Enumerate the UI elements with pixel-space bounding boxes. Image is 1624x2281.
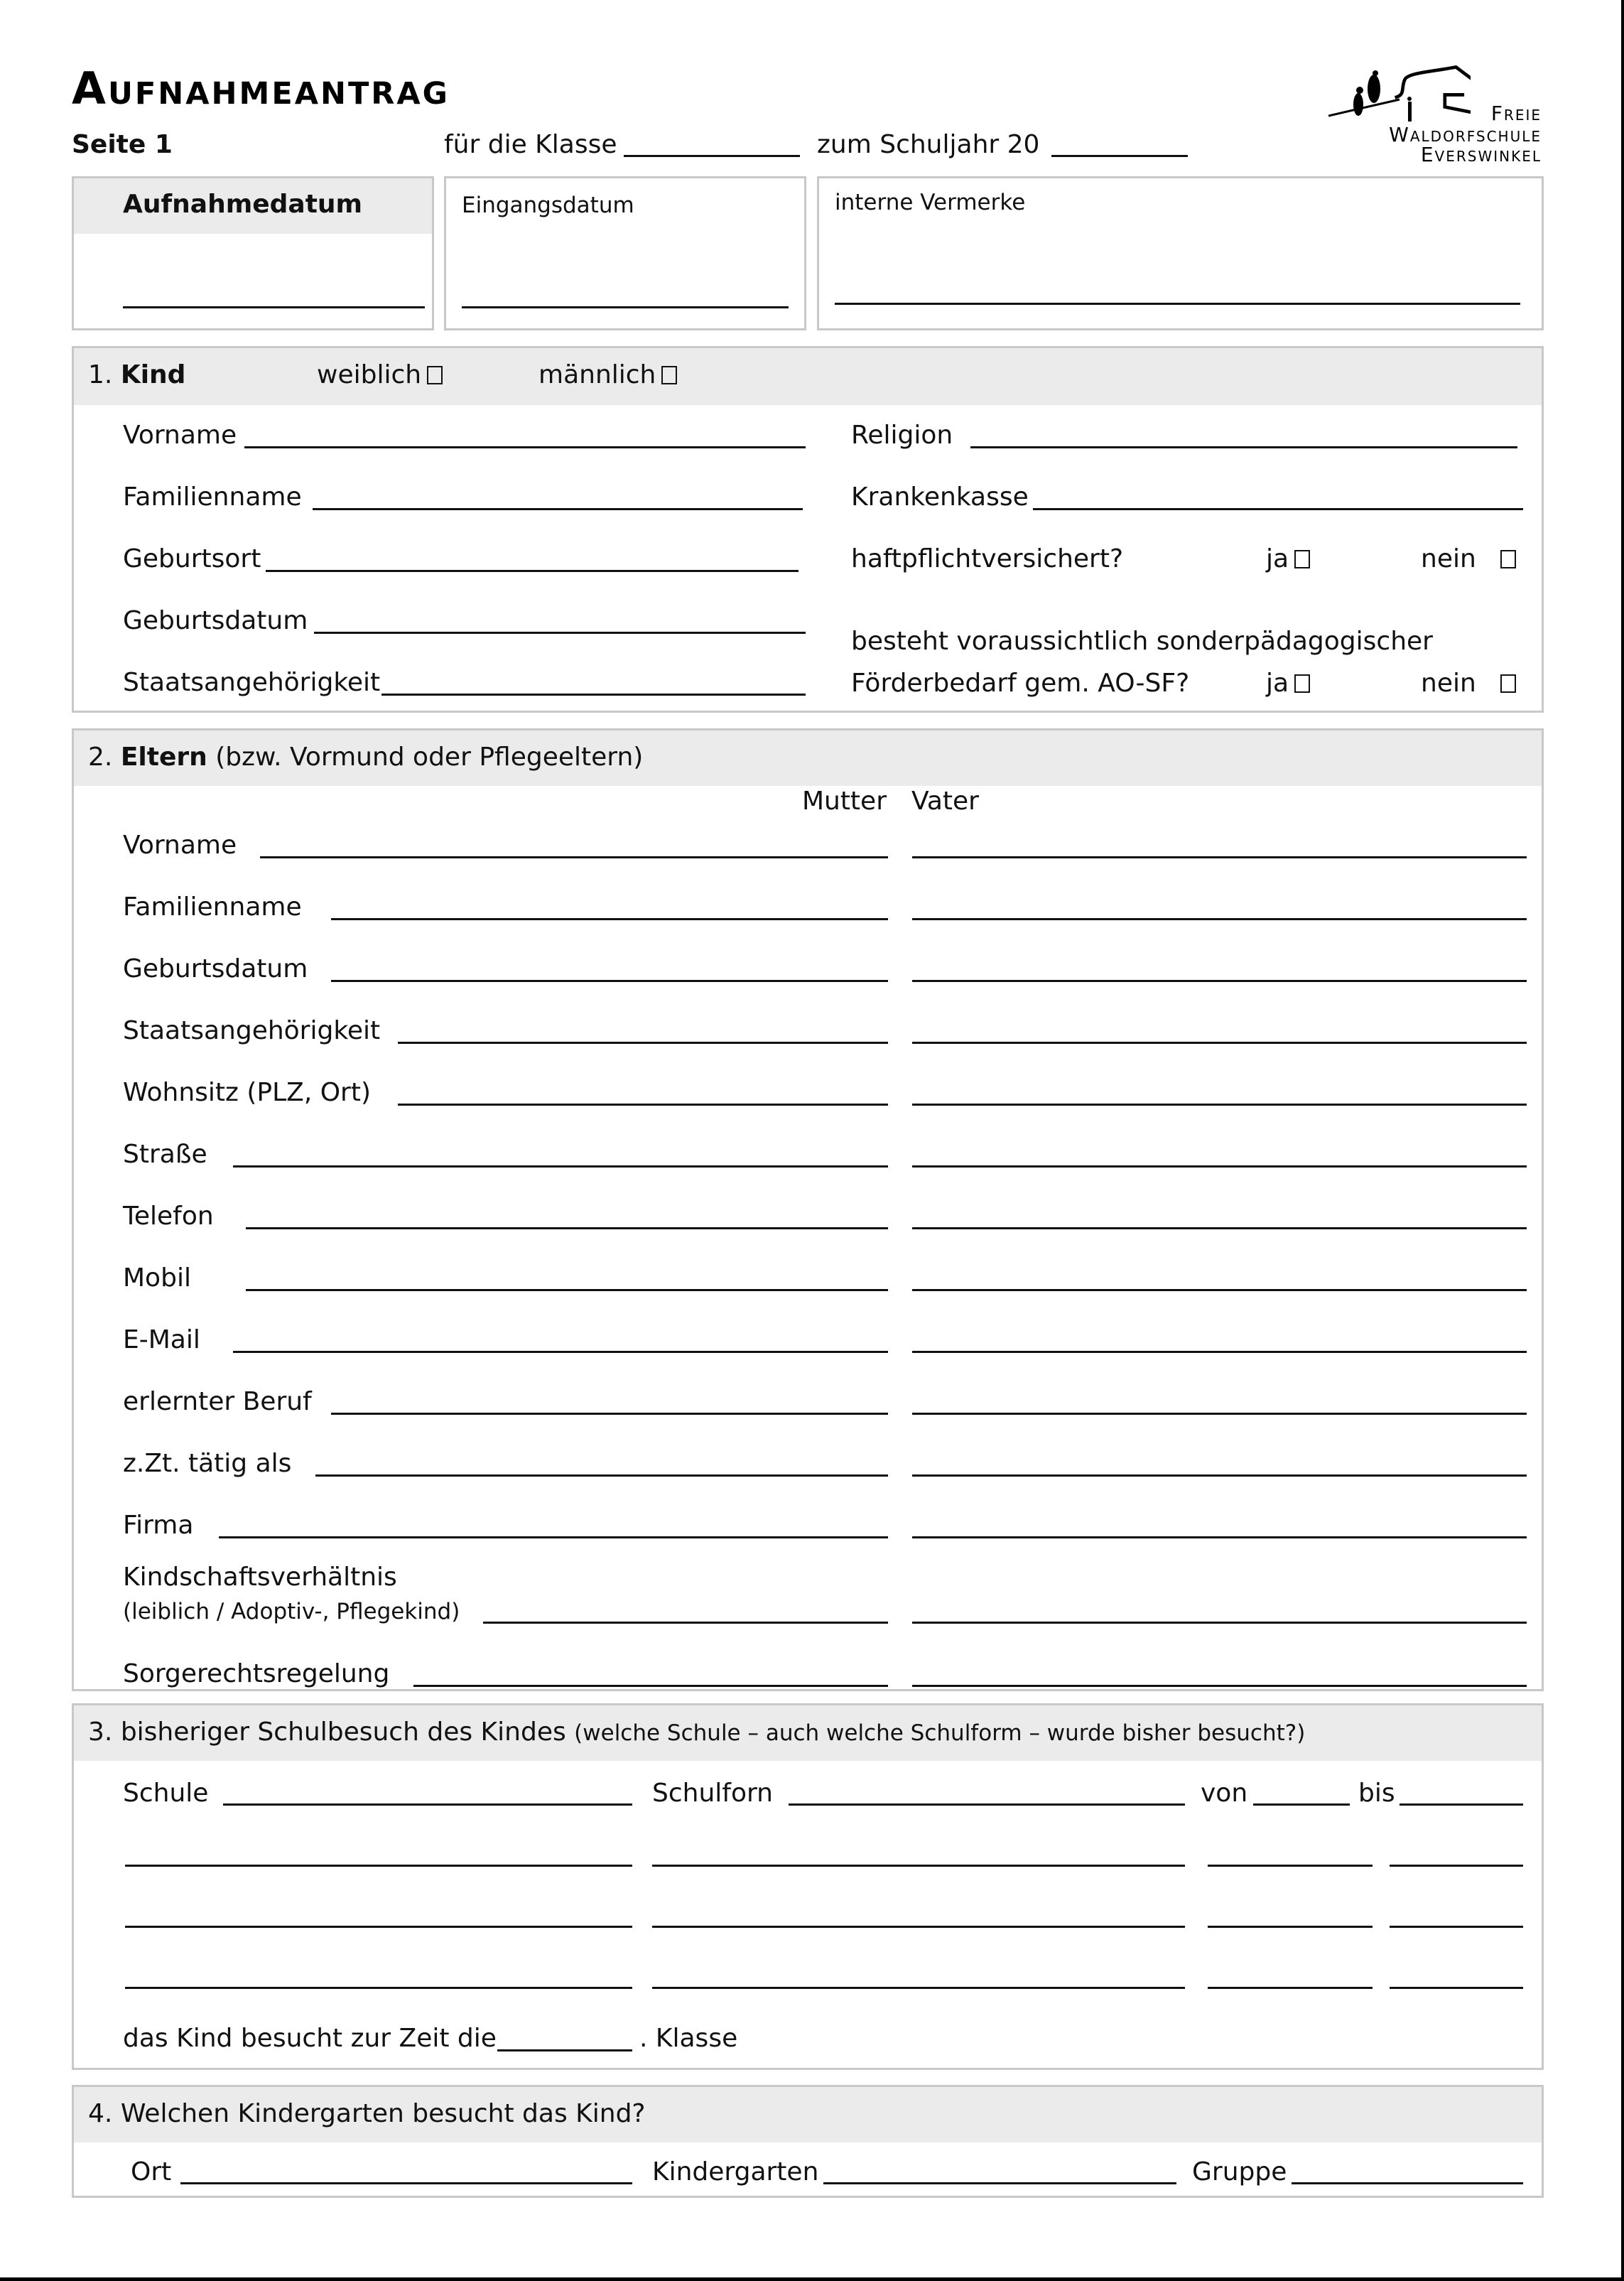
foerderbedarf-nein-checkbox[interactable] — [1500, 674, 1516, 693]
vater-input-line[interactable] — [912, 1042, 1527, 1044]
schule-label: Schule — [123, 1779, 209, 1808]
eltern-field-label: Firma — [123, 1511, 194, 1540]
vater-sorgerecht-input-line[interactable] — [912, 1685, 1527, 1687]
mutter-input-line[interactable] — [398, 1042, 888, 1044]
page-number: Seite 1 — [72, 130, 173, 159]
section-kind-number: 1. — [88, 360, 113, 389]
maennlich-checkbox[interactable] — [661, 366, 677, 384]
eltern-field-label: erlernter Beruf — [123, 1387, 312, 1416]
schule-input-line-2[interactable] — [125, 1865, 632, 1867]
bis-input-line-1[interactable] — [1400, 1803, 1523, 1806]
vater-input-line[interactable] — [912, 856, 1527, 858]
aktuelle-klasse-prefix: das Kind besucht zur Zeit die — [123, 2024, 497, 2053]
logo-text-everswinkel: Everswinkel — [1420, 143, 1542, 166]
krankenkasse-label: Krankenkasse — [851, 482, 1029, 512]
page-title: Aufnahmeantrag — [72, 63, 450, 114]
section-eltern-number: 2. — [88, 743, 113, 772]
kind-staatsangehoerigkeit-label: Staatsangehörigkeit — [123, 668, 381, 697]
vater-input-line[interactable] — [912, 918, 1527, 920]
vater-kindschaft-input-line[interactable] — [912, 1622, 1527, 1624]
schulform-label: Schulforn — [652, 1779, 773, 1808]
foerderbedarf-nein-option[interactable] — [1421, 669, 1516, 698]
section-eltern-heading — [88, 743, 643, 772]
eltern-field-label: Mobil — [123, 1263, 191, 1293]
eltern-field-label: Staatsangehörigkeit — [123, 1016, 381, 1045]
mutter-input-line[interactable] — [331, 918, 888, 920]
page-frame-right — [1621, 0, 1624, 2281]
mutter-input-line[interactable] — [331, 980, 888, 982]
aktuelle-klasse-suffix: . Klasse — [639, 2024, 738, 2053]
weiblich-option[interactable] — [317, 361, 443, 389]
vater-input-line[interactable] — [912, 1536, 1527, 1538]
section-eltern-subtitle: (bzw. Vormund oder Pflegeeltern) — [215, 743, 644, 772]
mutter-kindschaft-input-line[interactable] — [483, 1622, 888, 1624]
kindergarten-name-input-line[interactable] — [823, 2182, 1176, 2184]
aufnahmedatum-box — [72, 176, 434, 330]
eltern-field-label: Vorname — [123, 831, 237, 860]
logo-text-waldorfschule: Waldorfschule — [1389, 123, 1542, 146]
mutter-input-line[interactable] — [398, 1104, 888, 1106]
eltern-field-label: Wohnsitz (PLZ, Ort) — [123, 1078, 372, 1107]
bis-label: bis — [1358, 1779, 1395, 1808]
foerderbedarf-ja-option[interactable] — [1266, 669, 1310, 698]
schuljahr-input-line[interactable] — [1051, 155, 1188, 157]
kind-vorname-label: Vorname — [123, 421, 237, 450]
kind-geburtsdatum-label: Geburtsdatum — [123, 606, 308, 635]
haftpflicht-ja-option[interactable] — [1266, 545, 1310, 573]
aufnahmedatum-input-line[interactable] — [123, 306, 425, 308]
von-input-line-2[interactable] — [1208, 1865, 1373, 1867]
section-schulbesuch-title: bisheriger Schulbesuch des Kindes — [120, 1718, 566, 1747]
eltern-field-label: Familienname — [123, 893, 302, 922]
kindergarten-name-label: Kindergarten — [652, 2157, 819, 2186]
maennlich-label: männlich — [538, 360, 656, 389]
von-input-line-4[interactable] — [1208, 1987, 1373, 1989]
section-kind-heading — [88, 361, 185, 389]
schuljahr-label: zum Schuljahr 20 — [817, 130, 1040, 159]
klasse-label: für die Klasse — [444, 130, 617, 159]
schulform-input-line-3[interactable] — [652, 1926, 1185, 1928]
kindschaft-sublabel: (leiblich / Adoptiv-, Pflegekind) — [123, 1599, 460, 1624]
schule-input-line-4[interactable] — [125, 1987, 632, 1989]
haftpflicht-label: haftpflichtversichert? — [851, 544, 1124, 573]
haftpflicht-nein-checkbox[interactable] — [1500, 550, 1516, 568]
mutter-input-line[interactable] — [246, 1227, 888, 1229]
kind-geburtsort-label: Geburtsort — [123, 544, 261, 573]
vater-input-line[interactable] — [912, 1104, 1527, 1106]
mutter-sorgerecht-input-line[interactable] — [413, 1685, 888, 1687]
foerderbedarf-nein-label: nein — [1421, 669, 1476, 698]
column-header-vater: Vater — [911, 787, 979, 816]
mutter-input-line[interactable] — [315, 1474, 888, 1477]
vater-input-line[interactable] — [912, 1413, 1527, 1415]
aufnahmedatum-label: Aufnahmedatum — [123, 190, 363, 219]
kindergarten-gruppe-input-line[interactable] — [1292, 2182, 1523, 2184]
religion-input-line[interactable] — [970, 446, 1517, 448]
section-schulbesuch-number: 3. — [88, 1718, 113, 1747]
schulform-input-line-1[interactable] — [789, 1803, 1185, 1806]
klasse-input-line[interactable] — [624, 155, 800, 157]
interne-vermerke-label: interne Vermerke — [835, 190, 1026, 215]
krankenkasse-input-line[interactable] — [1033, 508, 1523, 510]
kindergarten-gruppe-label: Gruppe — [1192, 2157, 1287, 2186]
sorgerecht-label: Sorgerechtsregelung — [123, 1659, 390, 1688]
section-eltern-title: Eltern — [120, 743, 207, 772]
section-kind-title: Kind — [120, 360, 186, 389]
eltern-field-label: z.Zt. tätig als — [123, 1449, 292, 1478]
kind-vorname-input-line[interactable] — [244, 446, 806, 448]
von-input-line-1[interactable] — [1253, 1803, 1350, 1806]
vater-input-line[interactable] — [912, 1289, 1527, 1291]
mutter-input-line[interactable] — [331, 1413, 888, 1415]
foerderbedarf-ja-checkbox[interactable] — [1294, 674, 1310, 693]
mutter-input-line[interactable] — [219, 1536, 888, 1538]
foerderbedarf-label-line2: Förderbedarf gem. AO-SF? — [851, 669, 1190, 698]
section-kindergarten-number: 4. — [88, 2099, 113, 2128]
kind-familienname-input-line[interactable] — [313, 508, 803, 510]
eltern-field-label: E-Mail — [123, 1325, 200, 1354]
section-schulbesuch-heading — [88, 1718, 1305, 1747]
haftpflicht-nein-label: nein — [1421, 544, 1476, 573]
von-label: von — [1201, 1779, 1248, 1808]
kindschaft-label: Kindschaftsverhältnis — [123, 1563, 397, 1592]
eltern-field-label: Straße — [123, 1140, 207, 1169]
eingangsdatum-box — [444, 176, 806, 330]
section-schulbesuch — [72, 1703, 1544, 2070]
section-eltern — [72, 728, 1544, 1691]
bis-input-line-2[interactable] — [1390, 1865, 1523, 1867]
weiblich-checkbox[interactable] — [427, 366, 443, 384]
haftpflicht-ja-checkbox[interactable] — [1294, 550, 1310, 568]
schulform-input-line-4[interactable] — [652, 1987, 1185, 1989]
vater-input-line[interactable] — [912, 1165, 1527, 1168]
section-kindergarten — [72, 2085, 1544, 2198]
schule-input-line-1[interactable] — [223, 1803, 632, 1806]
page-frame-bottom — [0, 2277, 1624, 2281]
kind-staatsangehoerigkeit-input-line[interactable] — [381, 694, 806, 696]
bis-input-line-4[interactable] — [1390, 1987, 1523, 1989]
school-logo — [1321, 60, 1542, 167]
vater-input-line[interactable] — [912, 1227, 1527, 1229]
von-input-line-3[interactable] — [1208, 1926, 1373, 1928]
weiblich-label: weiblich — [317, 360, 422, 389]
kindergarten-ort-label: Ort — [131, 2157, 172, 2186]
schule-input-line-3[interactable] — [125, 1926, 632, 1928]
bis-input-line-3[interactable] — [1390, 1926, 1523, 1928]
eltern-field-label: Geburtsdatum — [123, 954, 308, 983]
column-header-mutter: Mutter — [801, 787, 887, 816]
kind-geburtsdatum-input-line[interactable] — [314, 632, 806, 634]
kind-geburtsort-input-line[interactable] — [266, 570, 799, 572]
section-kind — [72, 346, 1544, 713]
section-schulbesuch-subtitle: (welche Schule – auch welche Schulform – wurde bisher besucht?) — [574, 1720, 1306, 1746]
mutter-input-line[interactable] — [246, 1289, 888, 1291]
aktuelle-klasse-input-line[interactable] — [497, 2049, 632, 2051]
vater-input-line[interactable] — [912, 980, 1527, 982]
religion-label: Religion — [851, 421, 953, 450]
vater-input-line[interactable] — [912, 1351, 1527, 1353]
foerderbedarf-label-line1: besteht voraussichtlich sonderpädagogischer — [851, 627, 1433, 656]
foerderbedarf-ja-label: ja — [1266, 669, 1289, 698]
vater-input-line[interactable] — [912, 1474, 1527, 1477]
haftpflicht-nein-option[interactable] — [1421, 545, 1516, 573]
kind-familienname-label: Familienname — [123, 482, 302, 512]
haftpflicht-ja-label: ja — [1266, 544, 1289, 573]
schulform-input-line-2[interactable] — [652, 1865, 1185, 1867]
interne-vermerke-box — [817, 176, 1544, 330]
kindergarten-ort-input-line[interactable] — [180, 2182, 632, 2184]
logo-text-freie: Freie — [1490, 102, 1542, 125]
interne-vermerke-input-line[interactable] — [835, 303, 1520, 305]
eingangsdatum-label: Eingangsdatum — [462, 193, 634, 218]
mutter-input-line[interactable] — [233, 1165, 888, 1168]
eltern-field-label: Telefon — [123, 1202, 214, 1231]
mutter-input-line[interactable] — [233, 1351, 888, 1353]
eingangsdatum-input-line[interactable] — [462, 306, 789, 308]
maennlich-option[interactable] — [538, 361, 677, 389]
section-kindergarten-heading — [88, 2100, 646, 2128]
section-kindergarten-title: Welchen Kindergarten besucht das Kind? — [120, 2099, 646, 2128]
mutter-input-line[interactable] — [260, 856, 888, 858]
